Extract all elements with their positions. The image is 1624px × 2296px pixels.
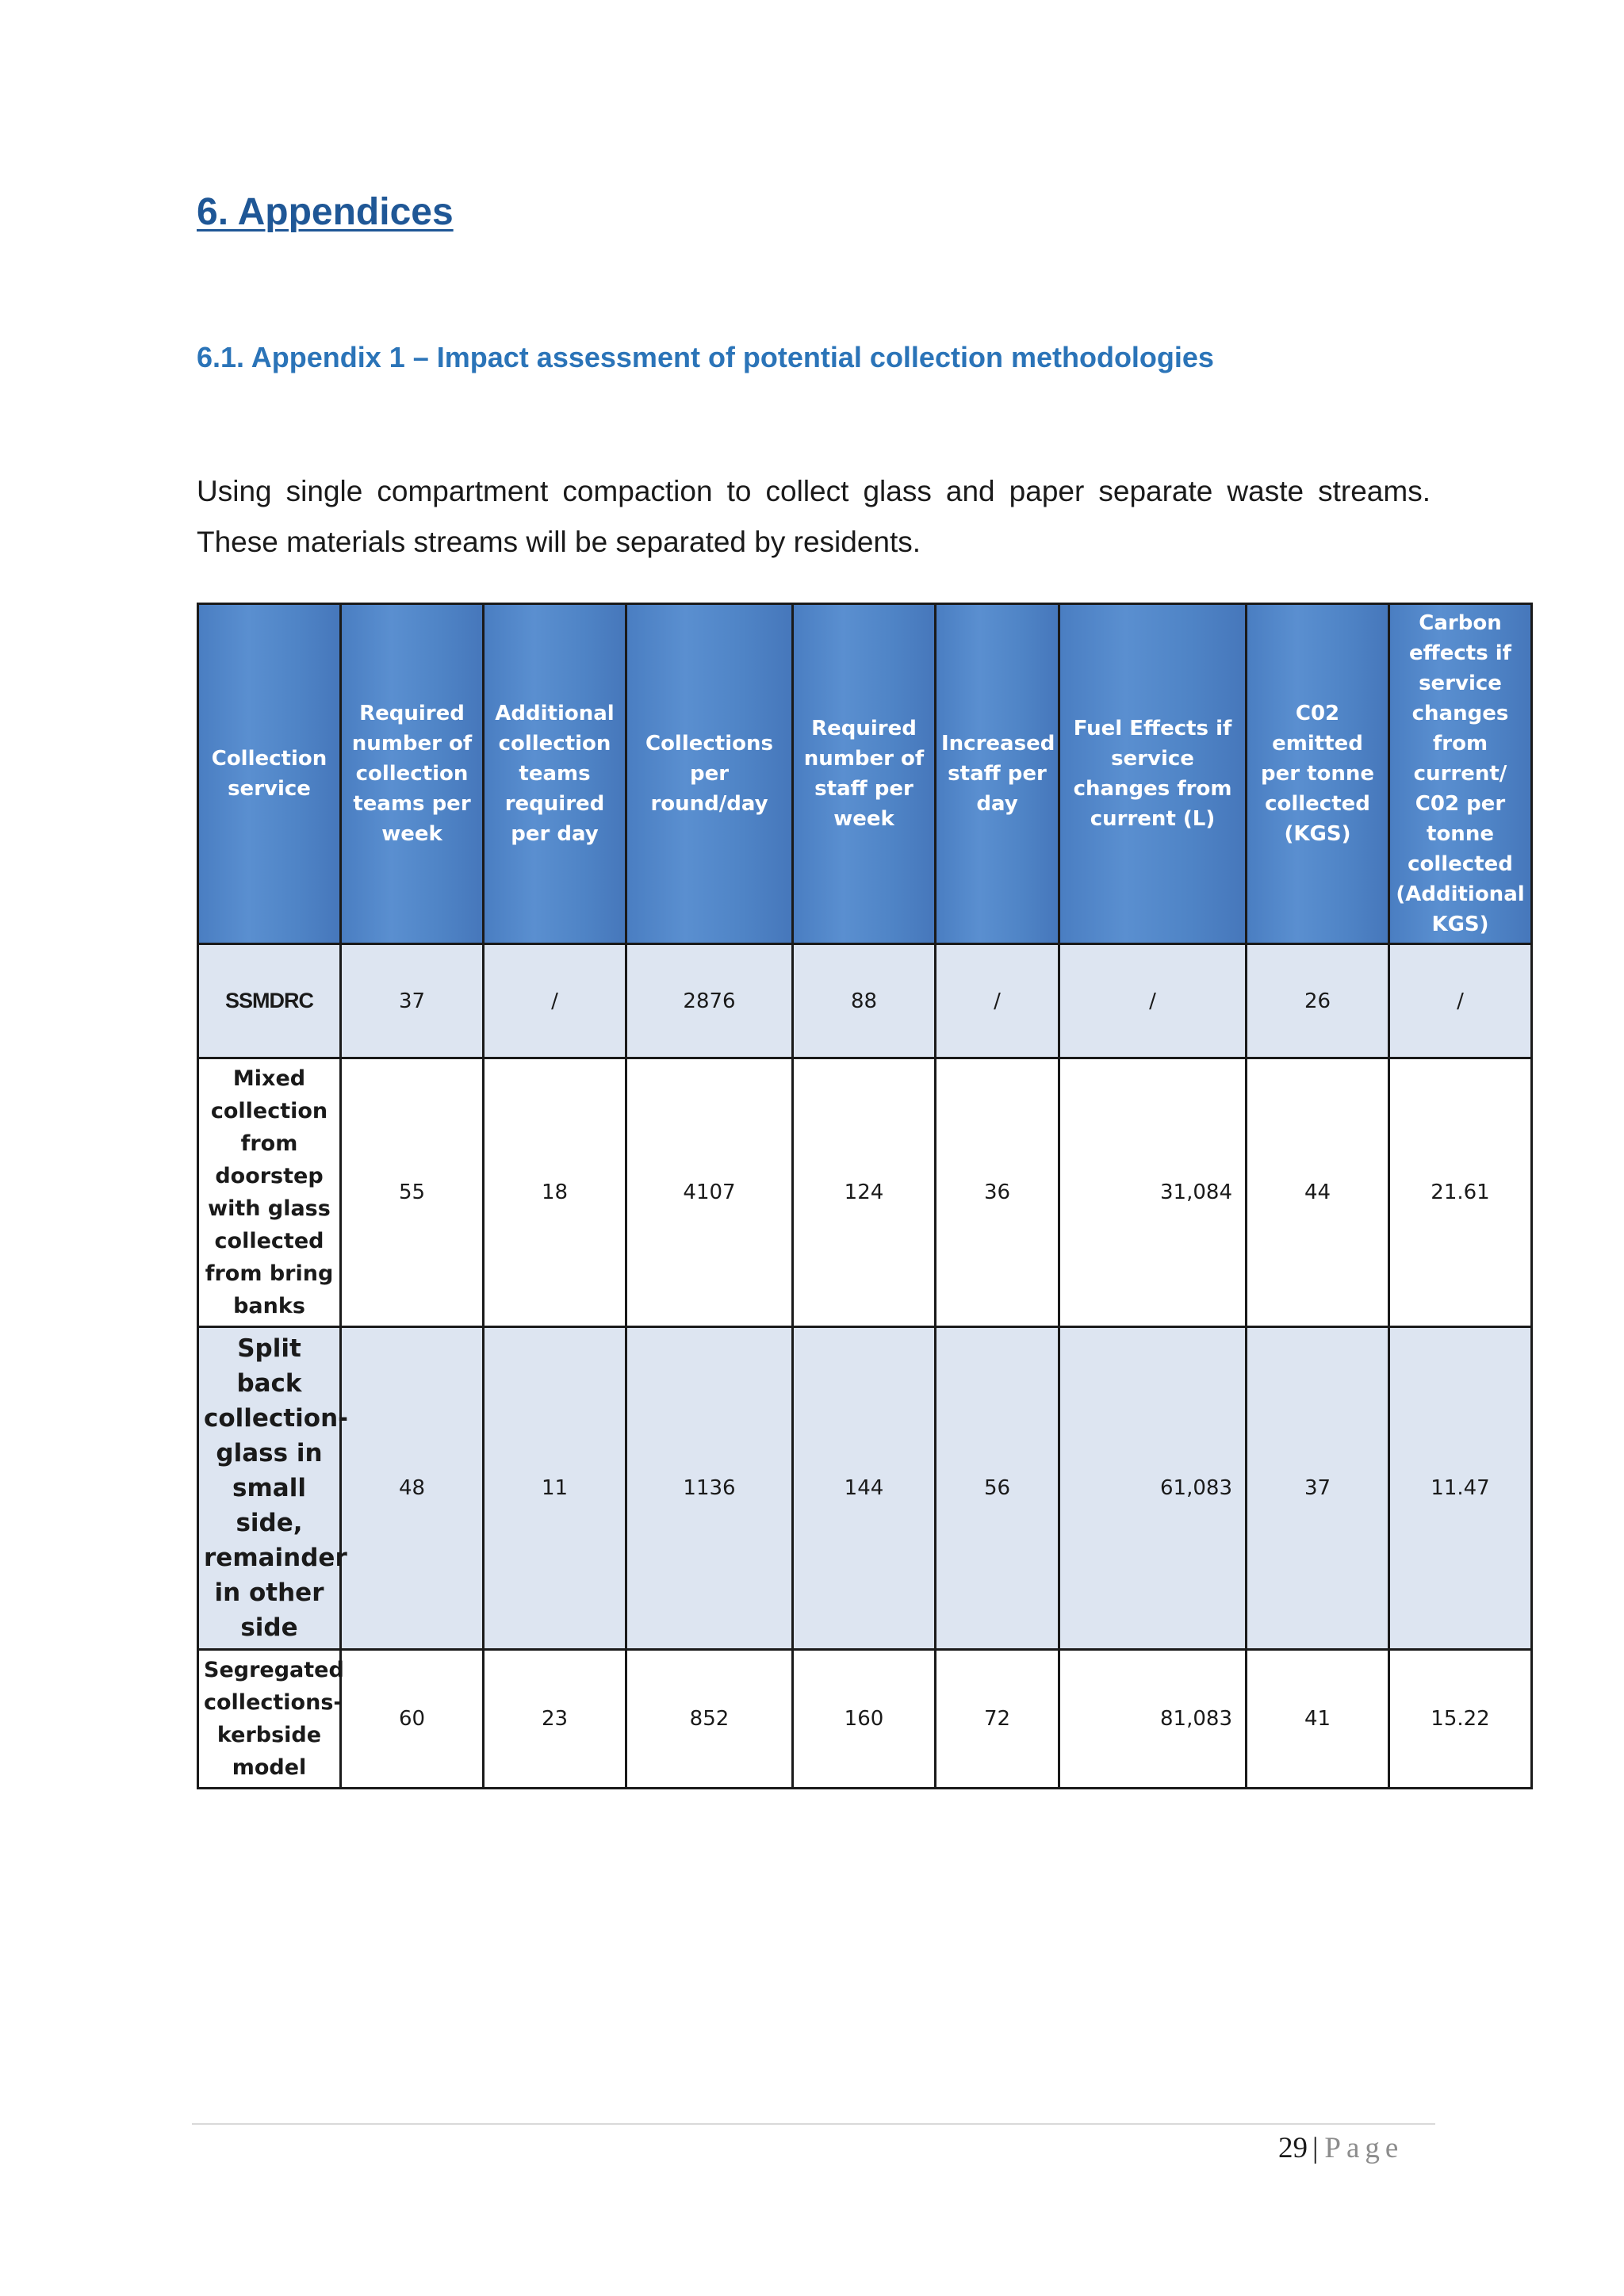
- cell-teams-per-week: 37: [341, 944, 484, 1058]
- cell-fuel-effects: 31,084: [1059, 1058, 1247, 1327]
- cell-collections-per-round: 4107: [626, 1058, 793, 1327]
- cell-teams-per-week: 55: [341, 1058, 484, 1327]
- header-fuel-effects: Fuel Effects if service changes from current (L): [1059, 604, 1247, 944]
- cell-staff-per-week: 124: [793, 1058, 936, 1327]
- intro-paragraph: [197, 466, 1431, 568]
- intro-line-1: Using single compartment compaction to collect glass and paper separate waste streams.: [197, 475, 1431, 507]
- cell-co2-per-tonne: 44: [1247, 1058, 1389, 1327]
- cell-co2-per-tonne: 26: [1247, 944, 1389, 1058]
- cell-carbon-effects: 11.47: [1389, 1327, 1532, 1650]
- header-collection-service: Collection service: [198, 604, 341, 944]
- page-label: Page: [1324, 2132, 1404, 2164]
- table-row: [198, 1650, 1532, 1789]
- cell-co2-per-tonne: 41: [1247, 1650, 1389, 1789]
- table-row: [198, 1058, 1532, 1327]
- section-heading: 6. Appendices: [197, 191, 454, 233]
- cell-service: Split back collection- glass in small side, remainder in other side: [198, 1327, 341, 1650]
- cell-carbon-effects: 21.61: [1389, 1058, 1532, 1327]
- page-footer: [1278, 2131, 1404, 2165]
- cell-increased-staff: 36: [936, 1058, 1059, 1327]
- collection-impact-table: [197, 603, 1533, 1789]
- cell-increased-staff: 72: [936, 1650, 1059, 1789]
- header-collections-per-round: Collections per round/day: [626, 604, 793, 944]
- cell-co2-per-tonne: 37: [1247, 1327, 1389, 1650]
- header-additional-teams: Additional collection teams required per day: [484, 604, 626, 944]
- cell-carbon-effects: /: [1389, 944, 1532, 1058]
- header-teams-per-week: Required number of collection teams per week: [341, 604, 484, 944]
- cell-increased-staff: /: [936, 944, 1059, 1058]
- header-staff-per-week: Required number of staff per week: [793, 604, 936, 944]
- cell-staff-per-week: 88: [793, 944, 936, 1058]
- cell-increased-staff: 56: [936, 1327, 1059, 1650]
- cell-additional-teams: 23: [484, 1650, 626, 1789]
- cell-collections-per-round: 852: [626, 1650, 793, 1789]
- header-co2-per-tonne: C02 emitted per tonne collected (KGS): [1247, 604, 1389, 944]
- footer-separator: |: [1312, 2132, 1319, 2164]
- table-header-row: [198, 604, 1532, 944]
- cell-teams-per-week: 48: [341, 1327, 484, 1650]
- cell-teams-per-week: 60: [341, 1650, 484, 1789]
- subsection-heading: 6.1. Appendix 1 – Impact assessment of potential collection methodologies: [197, 341, 1214, 373]
- cell-fuel-effects: 81,083: [1059, 1650, 1247, 1789]
- cell-additional-teams: 18: [484, 1058, 626, 1327]
- cell-service: SSMDRC: [198, 944, 341, 1058]
- table-row: [198, 1327, 1532, 1650]
- cell-staff-per-week: 160: [793, 1650, 936, 1789]
- cell-collections-per-round: 2876: [626, 944, 793, 1058]
- page-number: 29: [1278, 2132, 1308, 2164]
- cell-additional-teams: 11: [484, 1327, 626, 1650]
- header-carbon-effects: Carbon effects if service changes from current/ C02 per tonne collected (Additional KGS): [1389, 604, 1532, 944]
- cell-collections-per-round: 1136: [626, 1327, 793, 1650]
- header-increased-staff: Increased staff per day: [936, 604, 1059, 944]
- cell-service: Segregated collections- kerbside model: [198, 1650, 341, 1789]
- cell-carbon-effects: 15.22: [1389, 1650, 1532, 1789]
- cell-fuel-effects: 61,083: [1059, 1327, 1247, 1650]
- intro-line-2: These materials streams will be separated by residents.: [197, 526, 921, 558]
- cell-staff-per-week: 144: [793, 1327, 936, 1650]
- cell-additional-teams: /: [484, 944, 626, 1058]
- table-row: [198, 944, 1532, 1058]
- cell-service: Mixed collection from doorstep with glass collected from bring banks: [198, 1058, 341, 1327]
- footer-divider: [192, 2123, 1435, 2125]
- cell-fuel-effects: /: [1059, 944, 1247, 1058]
